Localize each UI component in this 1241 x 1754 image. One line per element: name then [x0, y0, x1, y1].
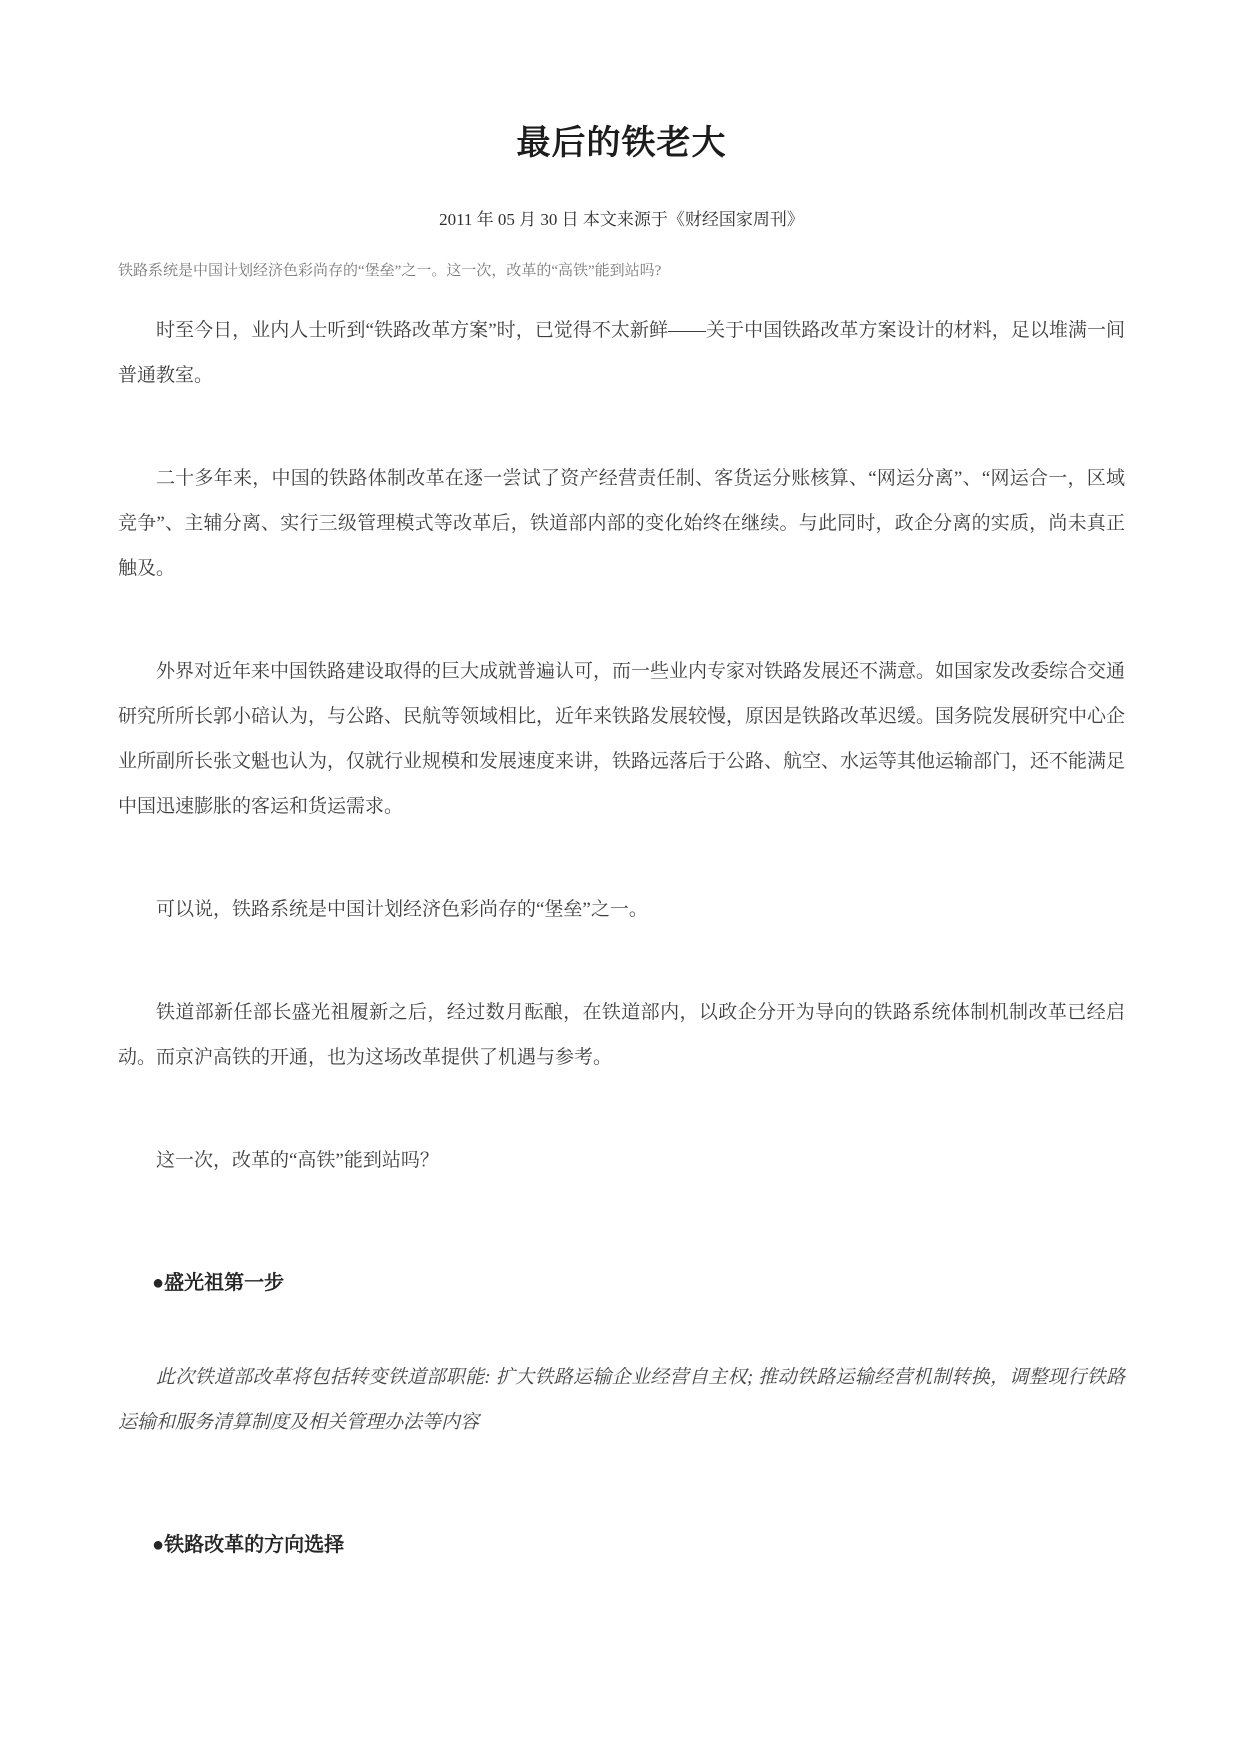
article-dateline: 2011 年 05 月 30 日 本文来源于《财经国家周刊》 — [439, 210, 804, 229]
paragraph-4: 可以说，铁路系统是中国计划经济色彩尚存的“堡垒”之一。 — [156, 899, 648, 920]
article-title: 最后的铁老大 — [516, 125, 727, 162]
paragraph-1: 时至今日，业内人士听到“铁路改革方案”时，已觉得不太新鲜——关于中国铁路改革方案设计的材料，足以堆满一间普通教室。 — [118, 320, 1125, 386]
paragraph-6: 这一次，改革的“高铁”能到站吗？ — [156, 1150, 439, 1171]
article-summary: 铁路系统是中国计划经济色彩尚存的“堡垒”之一。这一次，改革的“高铁”能到站吗? — [118, 263, 662, 279]
section-heading-sheng-guangzu-first-step: ●盛光祖第一步 — [152, 1272, 285, 1294]
section-lede-italic: 此次铁道部改革将包括转变铁道部职能: 扩大铁路运输企业经营自主权; 推动铁路运输经营机制转换，调整现行铁路运输和服务清算制度及相关管理办法等内容 — [118, 1367, 1125, 1433]
section-heading-reform-direction: ●铁路改革的方向选择 — [152, 1534, 345, 1556]
paragraph-3: 外界对近年来中国铁路建设取得的巨大成就普遍认可，而一些业内专家对铁路发展还不满意。如国家发改委综合交通研究所所长郭小碚认为，与公路、民航等领域相比，近年来铁路发展较慢，原因是铁路改革迟缓。国务院发展研究中心企业所副所长张文魁也认为，仅就行业规模和发展速度来讲，铁路远落后于公路、航空、水运等其他运输部门，还不能满足中国迅速膨胀的客运和货运需求。 — [118, 661, 1126, 817]
paragraph-2: 二十多年来，中国的铁路体制改革在逐一尝试了资产经营责任制、客货运分账核算、“网运分离”、“网运合一，区域竞争”、主辅分离、实行三级管理模式等改革后，铁道部内部的变化始终在继续。与此同时，政企分离的实质，尚未真正触及。 — [118, 468, 1125, 579]
paragraph-5: 铁道部新任部长盛光祖履新之后，经过数月酝酿，在铁道部内，以政企分开为导向的铁路系统体制机制改革已经启动。而京沪高铁的开通，也为这场改革提供了机遇与参考。 — [118, 1002, 1125, 1068]
